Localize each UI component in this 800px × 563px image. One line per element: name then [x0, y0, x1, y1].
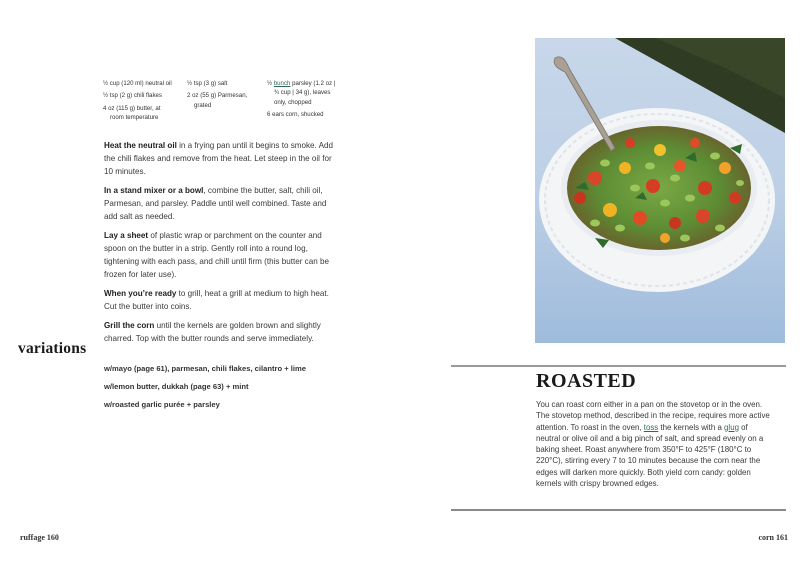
variation-item: w/roasted garlic purée + parsley	[104, 400, 220, 409]
ingredient-item	[267, 110, 347, 119]
ingredient-item	[103, 91, 187, 100]
body-text: the kernels with a	[658, 422, 725, 432]
variation-item: w/lemon butter, dukkah (page 63) + mint	[104, 382, 249, 391]
roasted-heading: ROASTED	[536, 370, 637, 392]
step-lead: When you’re ready	[104, 289, 177, 298]
step-lead: Grill the corn	[104, 321, 155, 330]
method-step	[104, 229, 336, 281]
ingredient-continuation: ¾ cup | 34 g), leaves	[274, 89, 331, 97]
ingredient-text: ½ tsp (3 g) salt	[187, 80, 228, 87]
ingredient-text: 2 oz (55 g) Parmesan,	[187, 92, 248, 100]
ingredient-text: 6 ears corn, shucked	[267, 111, 324, 119]
step-lead: In a stand mixer or a bowl	[104, 186, 204, 195]
step-text: to grill, heat a grill at medium to high heat. Cut the butter into coins.	[104, 289, 329, 311]
ingredient-item	[267, 79, 347, 107]
glossary-link-bunch[interactable]: bunch	[273, 80, 291, 87]
method-step	[104, 287, 336, 313]
step-lead: Lay a sheet	[104, 231, 149, 240]
ingredient-continuation: only, chopped	[274, 98, 312, 106]
variations-heading: variations	[18, 340, 87, 357]
ingredient-text: 4 oz (115 g) butter, at	[103, 104, 161, 112]
ingredient-continuation: grated	[194, 101, 212, 109]
method-step	[104, 319, 336, 345]
ingredients-column-3	[267, 79, 347, 126]
step-text: of plastic wrap or parchment on the counter and spoon on the butter in a strip. Gently roll into a round log, tightening with each pass, and chill until firm (this butter can be frozen for later use).	[104, 231, 329, 279]
ingredient-item	[187, 79, 267, 88]
method-step	[104, 139, 336, 178]
variations-list	[104, 360, 306, 414]
roasted-paragraph	[536, 399, 770, 489]
section-divider-top	[451, 365, 786, 367]
ingredient-item	[187, 91, 267, 110]
ingredient-item	[103, 79, 187, 88]
step-text: in a frying pan until it begins to smoke. Add the chili flakes and remove from the heat. Let steep in the oil for 10 minutes.	[104, 141, 333, 176]
ingredients-list	[103, 79, 348, 126]
ingredients-column-2	[187, 79, 267, 126]
page-number-right: corn 161	[758, 533, 788, 542]
method-steps	[104, 139, 336, 351]
page-number-left: ruffage 160	[20, 533, 59, 542]
salad-photo	[535, 38, 785, 343]
step-text: until the kernels are golden brown and slightly charred. Top with the butter rounds and serve immediately.	[104, 321, 321, 343]
ingredient-item	[103, 104, 187, 123]
ingredient-text: ½ tsp (2 g) chili flakes	[103, 92, 162, 100]
ingredient-continuation: room temperature	[110, 114, 159, 122]
body-text: You can roast corn either in a pan on the stovetop or in the oven. The stovetop method, described in the recipe, requires more active attention. To roast in the oven,	[536, 400, 770, 432]
variation-item: w/mayo (page 61), parmesan, chili flakes, cilantro + lime	[104, 364, 306, 373]
ingredient-text: parsley (1.2 oz |	[290, 80, 336, 87]
step-text: , combine the butter, salt, chili oil, Parmesan, and parsley. Paddle until well combined. Taste and add salt as needed.	[104, 186, 327, 221]
ingredients-column-1	[103, 79, 187, 126]
right-page	[400, 0, 800, 563]
body-text: of neutral or olive oil and a big pinch of salt, and spread evenly on a baking sheet. Roast anywhere from 350°F to 425°F (180°C to 220°C), stirring every 7 to 10 minutes because the corn near the edges will darken more quickly. Both yield corn candy: golden kernels with crispy browned edges.	[536, 422, 764, 489]
section-divider-bottom	[451, 509, 786, 511]
step-lead: Heat the neutral oil	[104, 141, 177, 150]
method-step	[104, 184, 336, 223]
glossary-link-toss[interactable]: toss	[643, 422, 659, 432]
glossary-link-glug[interactable]: glug	[724, 422, 739, 432]
ingredient-text: ½	[267, 80, 274, 87]
ingredient-text: ½ cup (120 ml) neutral oil	[103, 80, 172, 87]
